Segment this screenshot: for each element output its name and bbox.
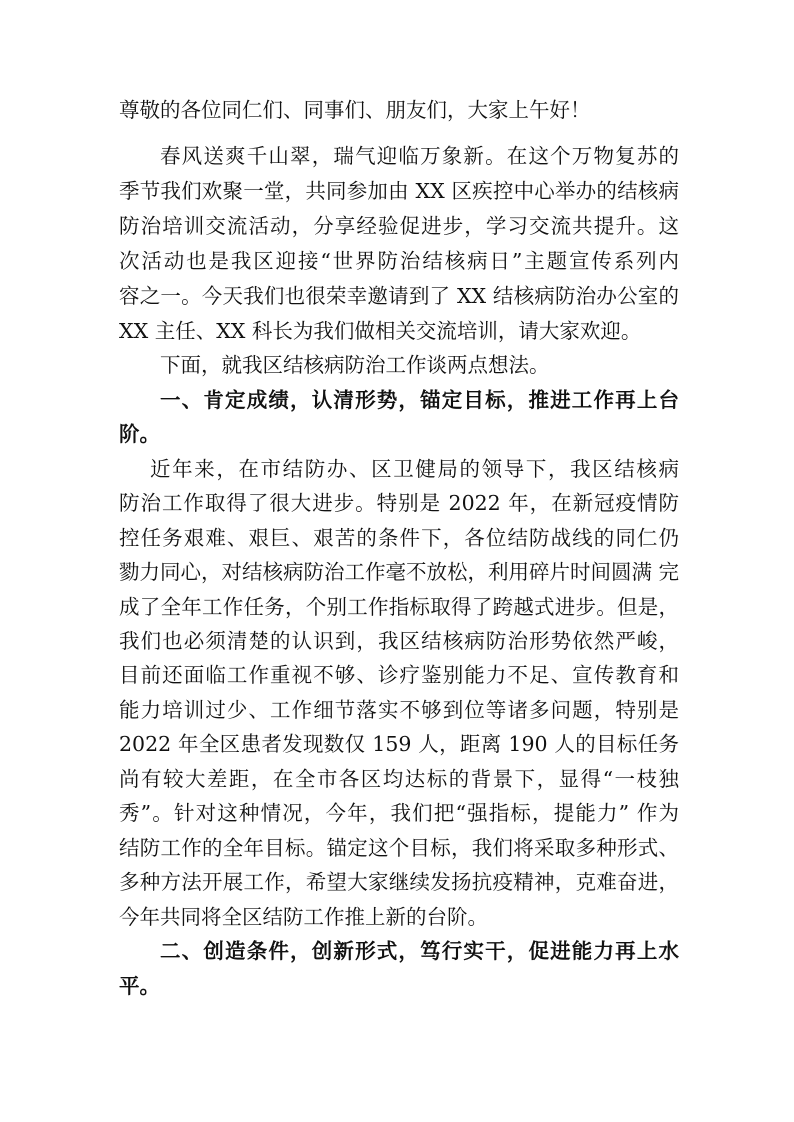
- paragraph-line: 控任务艰难、艰巨、艰苦的条件下，各位结防战线的同仁仍: [119, 526, 679, 550]
- paragraph-line: XX 主任、XX 科长为我们做相关交流培训，请大家欢迎。: [119, 319, 642, 343]
- paragraph-line: 今年共同将全区结防工作推上新的台阶。: [119, 905, 488, 929]
- paragraph-line: 季节我们欢聚一堂，共同参加由 XX 区疾控中心举办的结核病: [119, 179, 679, 203]
- paragraph-line: 成了全年工作任务，个别工作指标取得了跨越式进步。但是，: [119, 595, 679, 619]
- section-heading-1-cont: 阶。: [119, 422, 160, 446]
- paragraph-line: 容之一。今天我们也很荣幸邀请到了 XX 结核病防治办公室的: [119, 284, 679, 308]
- section-heading-2-cont: 平。: [119, 974, 160, 998]
- paragraph-line: 2022 年全区患者发现数仅 159 人，距离 190 人的目标任务: [119, 732, 679, 756]
- paragraph-line: 勠力同心，对结核病防治工作毫不放松，利用碎片时间圆满 完: [119, 560, 680, 584]
- paragraph-line: 秀”。针对这种情况，今年，我们把“强指标，提能力” 作为: [119, 801, 679, 825]
- paragraph-line: 我们也必须清楚的认识到，我区结核病防治形势依然严峻，: [119, 629, 679, 653]
- paragraph-line: 结防工作的全年目标。锚定这个目标，我们将采取多种形式、: [119, 836, 679, 860]
- section-heading-1: 一、肯定成绩，认清形势，锚定目标，推进工作再上台: [160, 388, 679, 412]
- paragraph-line: 下面，就我区结核病防治工作谈两点想法。: [160, 353, 550, 377]
- paragraph-line: 春风送爽千山翠，瑞气迎临万象新。在这个万物复苏的: [160, 144, 679, 168]
- salutation: 尊敬的各位同仁们、同事们、朋友们，大家上午好！: [119, 98, 591, 122]
- paragraph-line: 多种方法开展工作，希望大家继续发扬抗疫精神，克难奋进，: [119, 870, 679, 894]
- paragraph-line: 目前还面临工作重视不够、诊疗鉴别能力不足、宣传教育和: [119, 663, 679, 687]
- paragraph-line: 近年来，在市结防办、区卫健局的领导下，我区结核病: [150, 457, 679, 481]
- section-heading-2: 二、创造条件，创新形式，笃行实干，促进能力再上水: [160, 939, 679, 963]
- paragraph-line: 尚有较大差距，在全市各区均达标的背景下，显得“一枝独: [119, 767, 679, 791]
- paragraph-line: 次活动也是我区迎接“世界防治结核病日”主题宣传系列内: [119, 249, 679, 273]
- paragraph-line: 能力培训过少、工作细节落实不够到位等诸多问题，特别是: [119, 698, 679, 722]
- paragraph-line: 防治培训交流活动，分享经验促进步，学习交流共提升。这: [119, 214, 679, 238]
- paragraph-line: 防治工作取得了很大进步。特别是 2022 年，在新冠疫情防: [119, 491, 679, 515]
